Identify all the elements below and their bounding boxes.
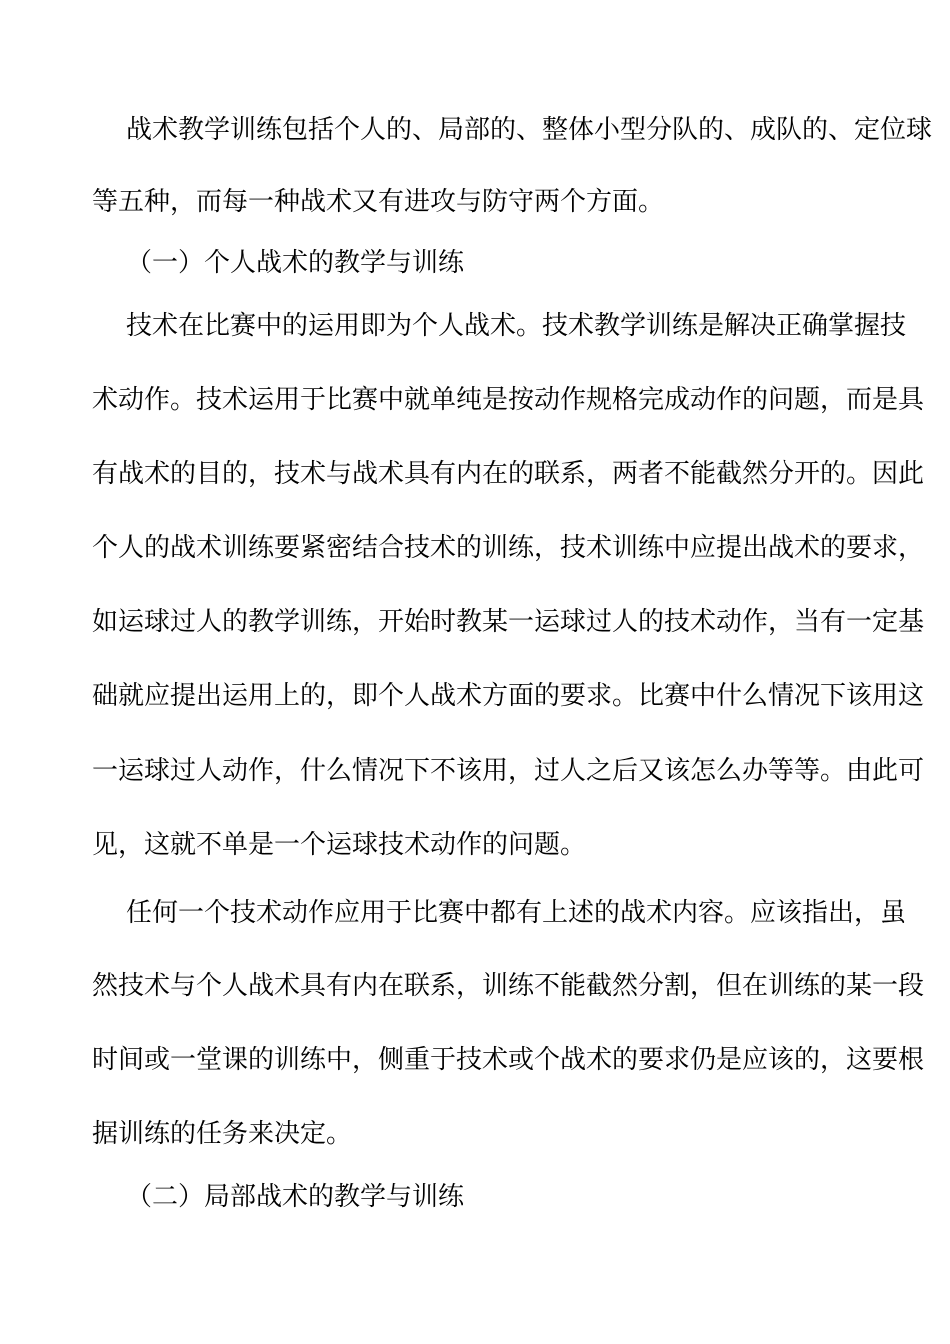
paragraph-3-line-1: 任何一个技术动作应用于比赛中都有上述的战术内容。应该指出，虽 [126, 898, 907, 928]
paragraph-2-line-6: 础就应提出运用上的，即个人战术方面的要求。比赛中什么情况下该用这 [92, 681, 925, 711]
paragraph-3-line-4: 据训练的任务来决定。 [92, 1119, 353, 1149]
paragraph-1-line-2: 等五种，而每一种战术又有进攻与防守两个方面。 [92, 187, 665, 217]
section-heading-2: （二）局部战术的教学与训练 [126, 1182, 465, 1212]
paragraph-3-line-3: 时间或一堂课的训练中，侧重于技术或个战术的要求仍是应该的，这要根 [92, 1045, 925, 1075]
section-heading-1: （一）个人战术的教学与训练 [126, 248, 465, 278]
paragraph-1-line-1: 战术教学训练包括个人的、局部的、整体小型分队的、成队的、定位球 [126, 115, 933, 145]
paragraph-2-line-1: 技术在比赛中的运用即为个人战术。技术教学训练是解决正确掌握技 [126, 311, 907, 341]
paragraph-2-line-3: 有战术的目的，技术与战术具有内在的联系，两者不能截然分开的。因此 [92, 459, 925, 489]
paragraph-2-line-7: 一运球过人动作，什么情况下不该用，过人之后又该怎么办等等。由此可 [92, 756, 925, 786]
paragraph-3-line-2: 然技术与个人战术具有内在联系，训练不能截然分割，但在训练的某一段 [92, 971, 925, 1001]
paragraph-2-line-5: 如运球过人的教学训练，开始时教某一运球过人的技术动作，当有一定基 [92, 607, 925, 637]
paragraph-2-line-8: 见，这就不单是一个运球技术动作的问题。 [92, 830, 587, 860]
paragraph-2-line-2: 术动作。技术运用于比赛中就单纯是按动作规格完成动作的问题，而是具 [92, 385, 925, 415]
paragraph-2-line-4: 个人的战术训练要紧密结合技术的训练，技术训练中应提出战术的要求， [92, 533, 925, 563]
